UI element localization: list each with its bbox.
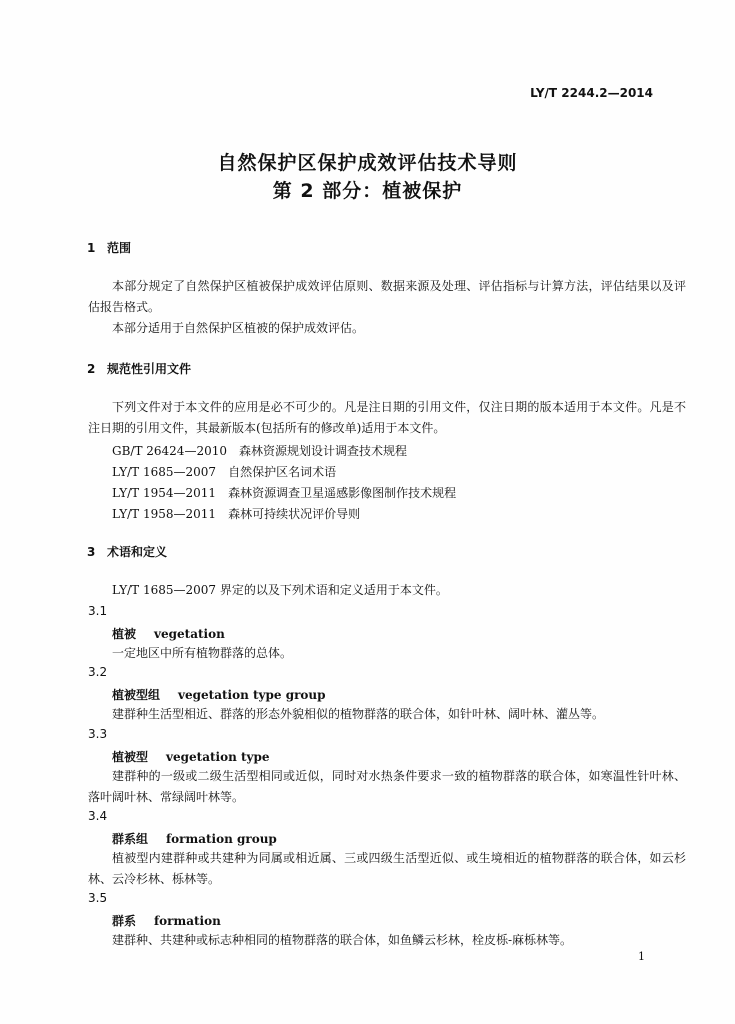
references-paragraph: 下列文件对于本文件的应用是必不可少的。凡是注日期的引用文件，仅注日期的版本适用于本文件。凡是不注日期的引用文件，其最新版本(包括所有的修改单)适用于本文件。: [88, 400, 686, 435]
section-title: 范围: [107, 241, 132, 255]
section-heading-normative-references: [87, 360, 191, 377]
reference-item: LY/T 1958—2011 森林可持续状况评价导则: [112, 507, 361, 521]
term-entry: [112, 686, 326, 703]
term-number: 3.4: [88, 809, 108, 823]
reference-item: GB/T 26424—2010 森林资源规划设计调查技术规程: [112, 444, 407, 458]
scope-paragraph-2: 本部分适用于自然保护区植被的保护成效评估。: [112, 321, 365, 335]
standard-code: LY/T 2244.2—2014: [530, 86, 653, 100]
section-heading-scope: [87, 239, 131, 256]
scope-paragraph-1: 本部分规定了自然保护区植被保护成效评估原则、数据来源及处理、评估指标与计算方法，评估结果以及评估报告格式。: [88, 279, 686, 314]
term-english: vegetation: [154, 627, 225, 641]
term-definition: 一定地区中所有植物群落的总体。: [112, 646, 293, 660]
term-number: 3.2: [88, 665, 108, 679]
term-definition: 建群种的一级或二级生活型相同或近似，同时对水热条件要求一致的植物群落的联合体，如寒温性针叶林、落叶阔叶林、常绿阔叶林等。: [88, 769, 686, 804]
term-entry: [112, 830, 277, 847]
term-number: 3.5: [88, 891, 108, 905]
section-number: 1: [87, 241, 96, 255]
section-number: 3: [87, 545, 96, 559]
term-english: formation group: [166, 832, 277, 846]
term-chinese: 植被: [112, 627, 137, 641]
section-title: 术语和定义: [107, 545, 168, 559]
term-english: vegetation type group: [178, 688, 326, 702]
term-number: 3.3: [88, 727, 108, 741]
term-number: 3.1: [88, 604, 108, 618]
term-definition: 建群种生活型相近、群落的形态外貌相似的植物群落的联合体，如针叶林、阔叶林、灌丛等。: [112, 707, 605, 721]
page-number: 1: [638, 950, 645, 963]
reference-item: LY/T 1685—2007 自然保护区名词术语: [112, 465, 337, 479]
document-title: 自然保护区保护成效评估技术导则: [217, 152, 518, 174]
section-title: 规范性引用文件: [107, 362, 192, 376]
section-heading-terms: [87, 543, 167, 560]
section-number: 2: [87, 362, 96, 376]
term-entry: [112, 625, 225, 642]
term-chinese: 群系组: [112, 832, 149, 846]
reference-item: LY/T 1954—2011 森林资源调查卫星遥感影像图制作技术规程: [112, 486, 457, 500]
term-english: formation: [154, 914, 221, 928]
term-chinese: 植被型组: [112, 688, 161, 702]
term-entry: [112, 748, 270, 765]
document-subtitle: 第 2 部分：植被保护: [272, 180, 463, 202]
term-definition: 植被型内建群种或共建种为同属或相近属、三或四级生活型近似、或生境相近的植物群落的联合体，如云杉林、云冷杉林、栎林等。: [88, 851, 686, 886]
term-chinese: 群系: [112, 914, 137, 928]
term-english: vegetation type: [166, 750, 270, 764]
term-definition: 建群种、共建种或标志种相同的植物群落的联合体，如鱼鳞云杉林，栓皮栎-麻栎林等。: [112, 933, 573, 947]
terms-paragraph: LY/T 1685—2007 界定的以及下列术语和定义适用于本文件。: [112, 583, 448, 597]
term-entry: [112, 912, 221, 929]
term-chinese: 植被型: [112, 750, 149, 764]
